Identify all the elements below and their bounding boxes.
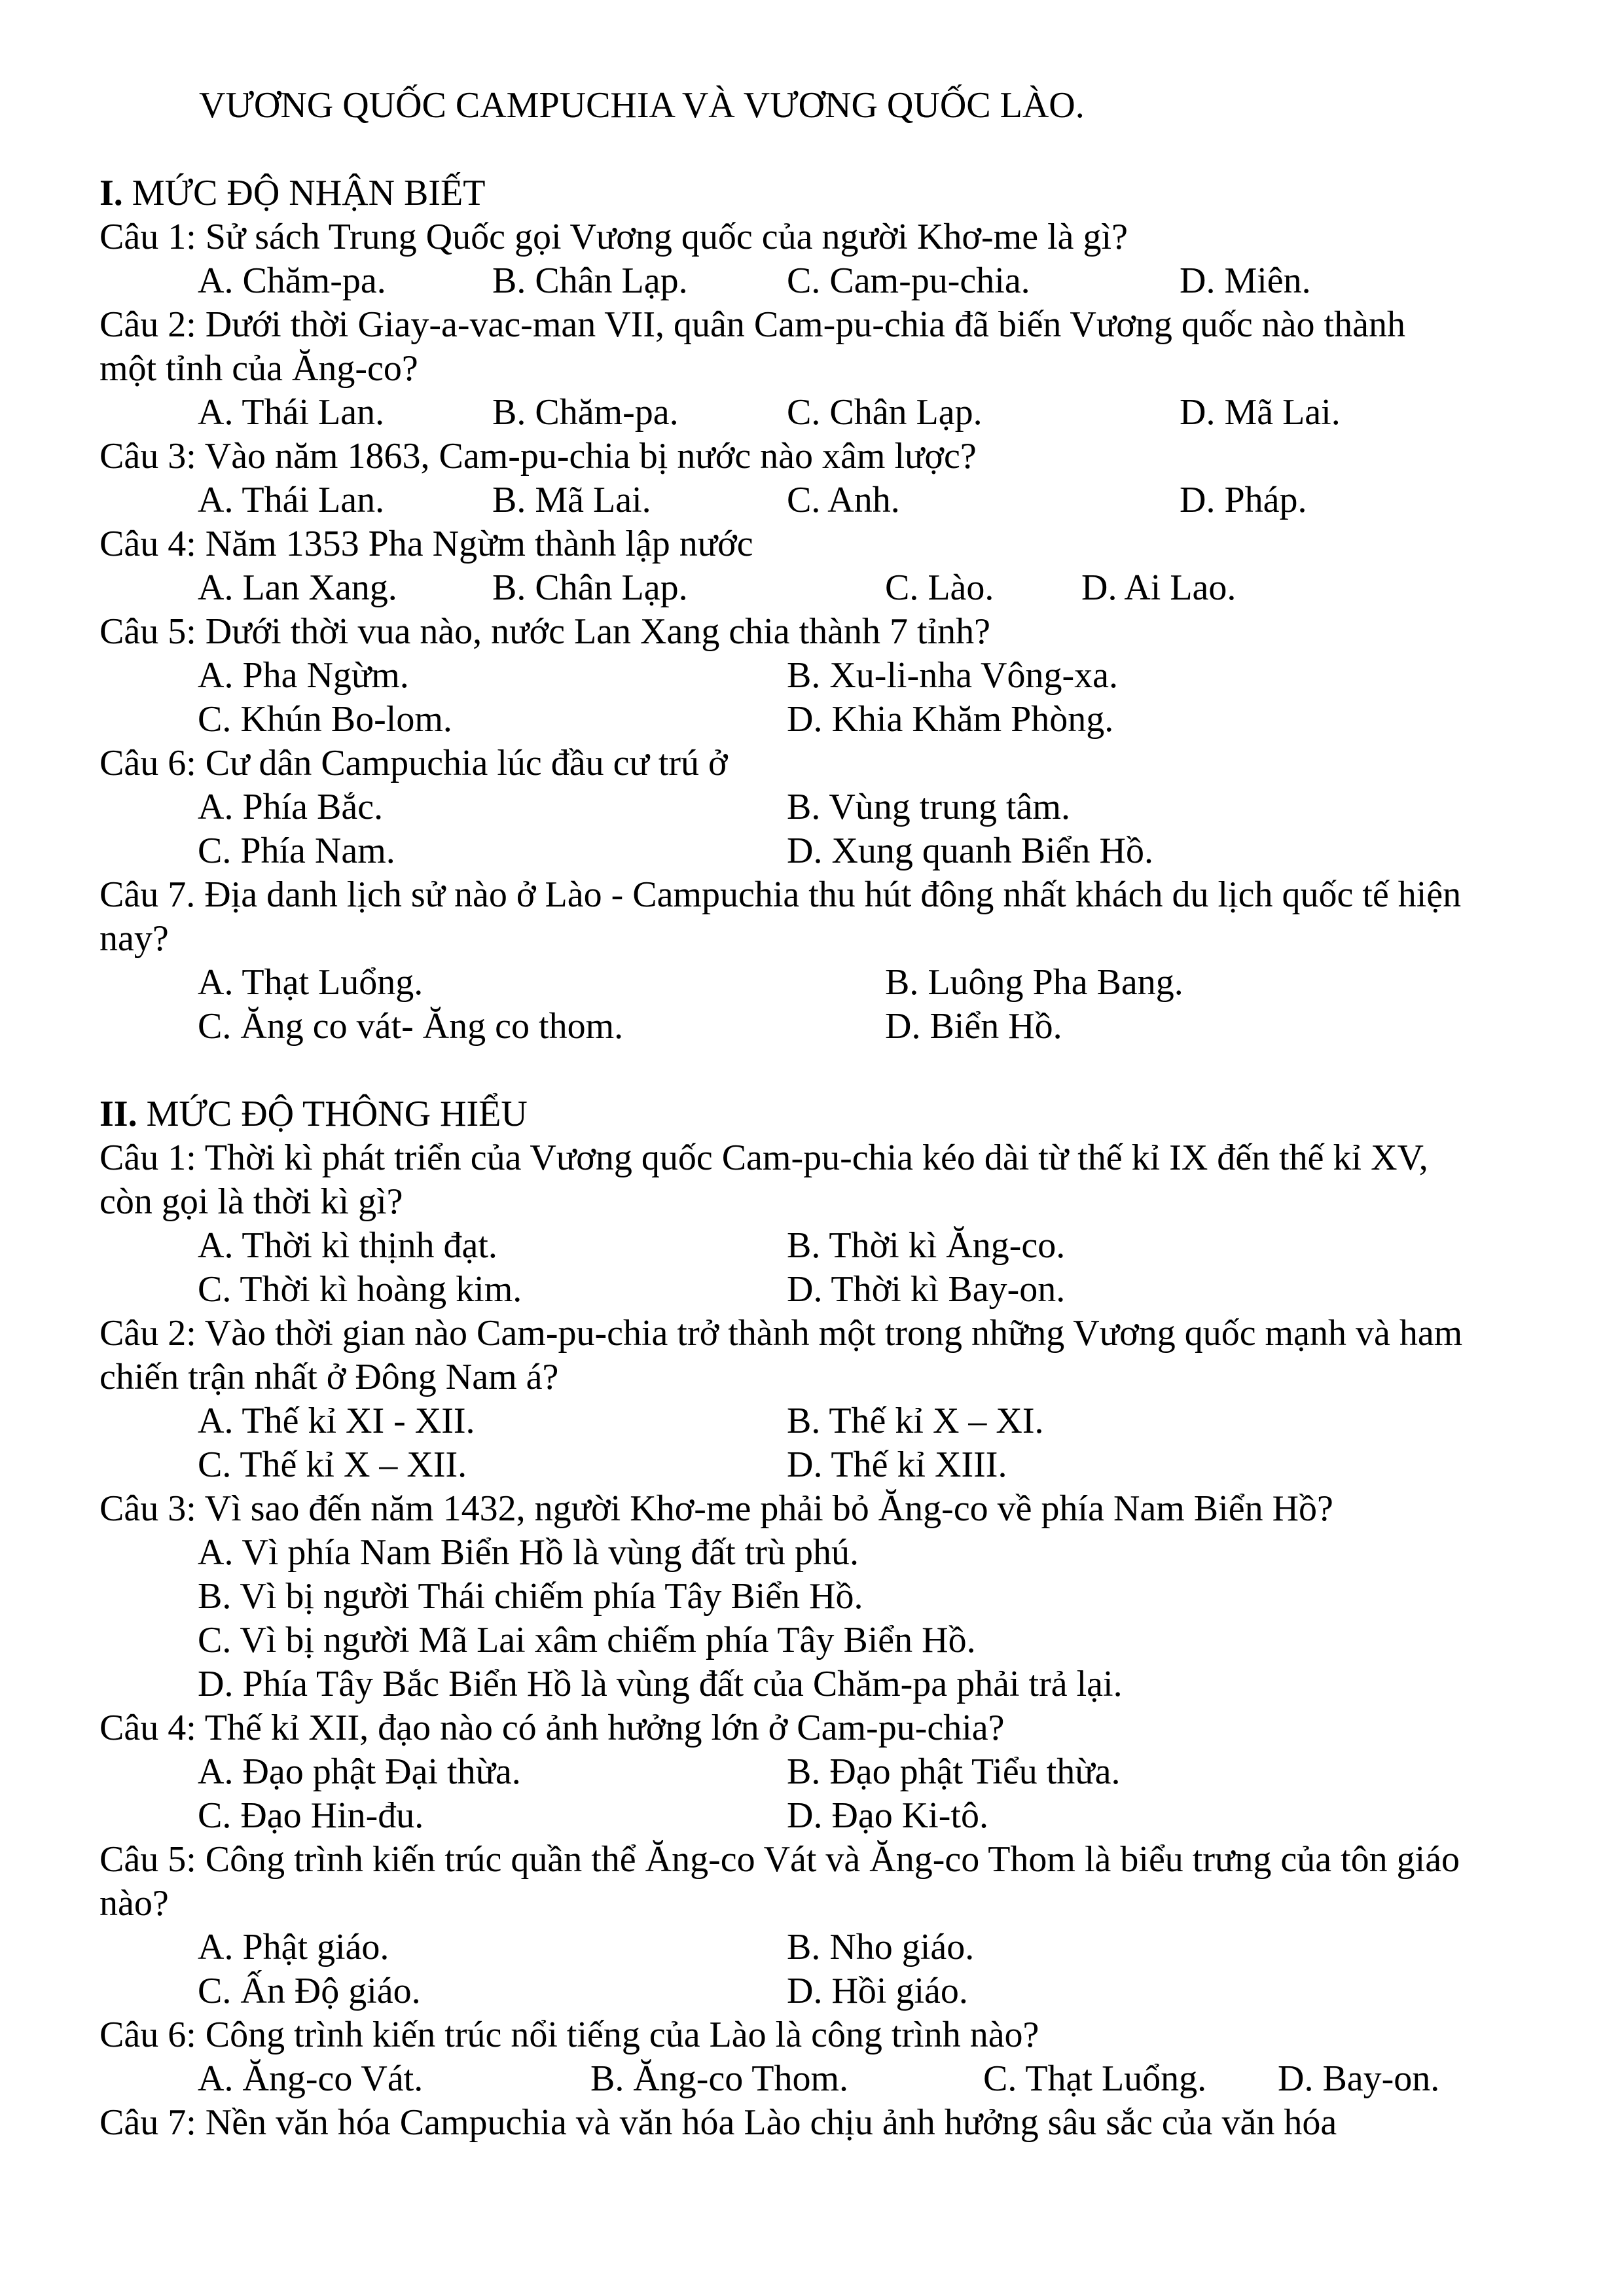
- section-title: MỨC ĐỘ THÔNG HIỂU: [146, 1094, 528, 1134]
- option: A. Thái Lan.: [198, 392, 385, 433]
- option: D. Thế kỉ XIII.: [787, 1444, 1007, 1485]
- option: C. Chân Lạp.: [787, 392, 983, 433]
- option: C. Thời kì hoàng kim.: [198, 1269, 522, 1310]
- section-number: I.: [99, 173, 123, 213]
- option: B. Luông Pha Bang.: [885, 962, 1183, 1003]
- option: D. Phía Tây Bắc Biển Hồ là vùng đất của Chăm-pa phải trả lại.: [198, 1664, 1123, 1704]
- option: C. Vì bị người Mã Lai xâm chiếm phía Tây Biển Hồ.: [198, 1620, 976, 1660]
- option: B. Ăng-co Thom.: [590, 2058, 849, 2099]
- document-page: VƯƠNG QUỐC CAMPUCHIA VÀ VƯƠNG QUỐC LÀO. I. MỨC ĐỘ NHẬN BIẾT Câu 1: Sử sách Trung Quốc gọi Vương quốc của người Khơ-me là gì? A. Chăm-pa. B. Chân Lạp. C. Cam-pu-chia. D. Miên. Câu 2: Dưới thời Giay-a-vac-man VII, quân Cam-pu-chia đã biến Vương quốc nào thành một tỉnh của Ăng-co? A. Thái Lan. B. Chăm-pa. C. Chân Lạp. D. Mã Lai. Câu 3: Vào năm 1863, Cam-pu-chia bị nước nào xâm lược? A. Thái Lan. B. Mã Lai. C. Anh. D. Pháp. Câu 4: Năm 1353 Pha Ngừm thành lập nước A. Lan Xang. B. Chân Lạp. C. Lào. D. Ai Lao. Câu 5: Dưới thời vua nào, nước Lan Xang chia thành 7 tỉnh? A. Pha Ngừm. B. Xu-li-nha Vông-xa. C. Khún Bo-lom. D. Khia Khăm Phòng. Câu 6: Cư dân Campuchia lúc đầu cư trú ở A. Phía Bắc. B. Vùng trung tâm. C. Phía Nam. D. Xung quanh Biển Hồ. Câu 7. Địa danh lịch sử nào ở Lào - Campuchia thu hút đông nhất khách du lịch quốc tế hiện nay? A. Thạt Luổng. B. Luông Pha Bang. C. Ăng co vát- Ăng co thom. D. Biển Hồ. II. MỨC ĐỘ THÔNG HIỂU Câu 1: Thời kì phát triển của Vương quốc Cam-pu-chia kéo dài từ thế kỉ IX đến thế kỉ XV, còn gọi là thời kì gì? A. Thời kì thịnh đạt. B. Thời kì Ăng-co. C. Thời kì hoàng kim. D. Thời kì Bay-on. Câu 2: Vào thời gian nào Cam-pu-chia trở thành một trong những Vương quốc mạnh và ham chiến trận nhất ở Đông Nam á? A. Thế kỉ XI - XII. B. Thế kỉ X – XI. C. Thế kỉ X – XII. D. Thế kỉ XIII. Câu 3: Vì sao đến năm 1432, người Khơ-me phải bỏ Ăng-co về phía Nam Biển Hồ? A. Vì phía Nam Biển Hồ là vùng đất trù phú. B. Vì bị người Thái chiếm phía Tây Biển Hồ. C. Vì bị người Mã Lai xâm chiếm phía Tây Biển Hồ. D. Phía Tây Bắc Biển Hồ là vùng đất của Chăm-pa phải trả lại. Câu 4: Thế kỉ XII, đạo nào có ảnh hưởng lớn ở Cam-pu-chia? A. Đạo phật Đại thừa. B. Đạo phật Tiểu thừa. C. Đạo Hin-đu. D. Đạo Ki-tô. Câu 5: Công trình kiến trúc quần thể Ăng-co Vát và Ăng-co Thom là biểu trưng của tôn giáo nào? A. Phật giáo. B. Nho giáo. C. Ấn Độ giáo. D. Hồi giáo. Câu 6: Công trình kiến trúc nổi tiếng của Lào là công trình nào? A. Ăng-co Vát. B. Ăng-co Thom. C. Thạt Luổng. D. Bay-on. Câu 7: Nền văn hóa Campuchia và văn hóa Lào chịu ảnh hưởng sâu sắc của văn hóa: [99, 85, 1463, 2143]
- option: D. Đạo Ki-tô.: [787, 1795, 988, 1836]
- option: B. Chân Lạp.: [492, 567, 688, 608]
- option: B. Vì bị người Thái chiếm phía Tây Biển Hồ.: [198, 1576, 863, 1617]
- option: B. Đạo phật Tiểu thừa.: [787, 1751, 1121, 1792]
- option: A. Ăng-co Vát.: [198, 2058, 424, 2099]
- option: A. Chăm-pa.: [198, 260, 386, 301]
- option: D. Biển Hồ.: [885, 1006, 1062, 1047]
- option: C. Cam-pu-chia.: [787, 260, 1030, 301]
- option: C. Thế kỉ X – XII.: [198, 1444, 467, 1485]
- option: B. Xu-li-nha Vông-xa.: [787, 655, 1118, 696]
- option: B. Nho giáo.: [787, 1927, 975, 1967]
- option: D. Khia Khăm Phòng.: [787, 699, 1114, 740]
- option: C. Ăng co vát- Ăng co thom.: [198, 1006, 624, 1047]
- option: C. Anh.: [787, 480, 900, 520]
- option: A. Đạo phật Đại thừa.: [198, 1751, 521, 1792]
- option: A. Thời kì thịnh đạt.: [198, 1225, 497, 1266]
- option: B. Mã Lai.: [492, 480, 651, 520]
- option: B. Thời kì Ăng-co.: [787, 1225, 1066, 1266]
- option: A. Thế kỉ XI - XII.: [198, 1401, 475, 1441]
- section-title: MỨC ĐỘ NHẬN BIẾT: [132, 173, 486, 213]
- option: A. Lan Xang.: [198, 567, 397, 608]
- option: C. Thạt Luổng.: [983, 2058, 1207, 2099]
- option: D. Ai Lao.: [1081, 567, 1236, 608]
- option: D. Miên.: [1180, 260, 1311, 301]
- option: B. Thế kỉ X – XI.: [787, 1401, 1044, 1441]
- section-number: II.: [99, 1094, 137, 1134]
- option: A. Pha Ngừm.: [198, 655, 409, 696]
- option: A. Vì phía Nam Biển Hồ là vùng đất trù phú.: [198, 1532, 859, 1573]
- option: A. Thái Lan.: [198, 480, 385, 520]
- option: C. Đạo Hin-đu.: [198, 1795, 424, 1836]
- option: B. Chân Lạp.: [492, 260, 688, 301]
- option: A. Thạt Luổng.: [198, 962, 424, 1003]
- option: D. Hồi giáo.: [787, 1971, 968, 2011]
- option: D. Pháp.: [1180, 480, 1307, 520]
- option: B. Chăm-pa.: [492, 392, 679, 433]
- option: A. Phật giáo.: [198, 1927, 389, 1967]
- option: D. Xung quanh Biển Hồ.: [787, 831, 1153, 871]
- option: A. Phía Bắc.: [198, 787, 384, 827]
- option: C. Lào.: [885, 567, 994, 608]
- option: D. Bay-on.: [1278, 2058, 1440, 2099]
- option: D. Thời kì Bay-on.: [787, 1269, 1066, 1310]
- option: D. Mã Lai.: [1180, 392, 1341, 433]
- option: B. Vùng trung tâm.: [787, 787, 1070, 827]
- option: C. Phía Nam.: [198, 831, 395, 871]
- option: C. Khún Bo-lom.: [198, 699, 452, 740]
- option: C. Ấn Độ giáo.: [198, 1971, 421, 2011]
